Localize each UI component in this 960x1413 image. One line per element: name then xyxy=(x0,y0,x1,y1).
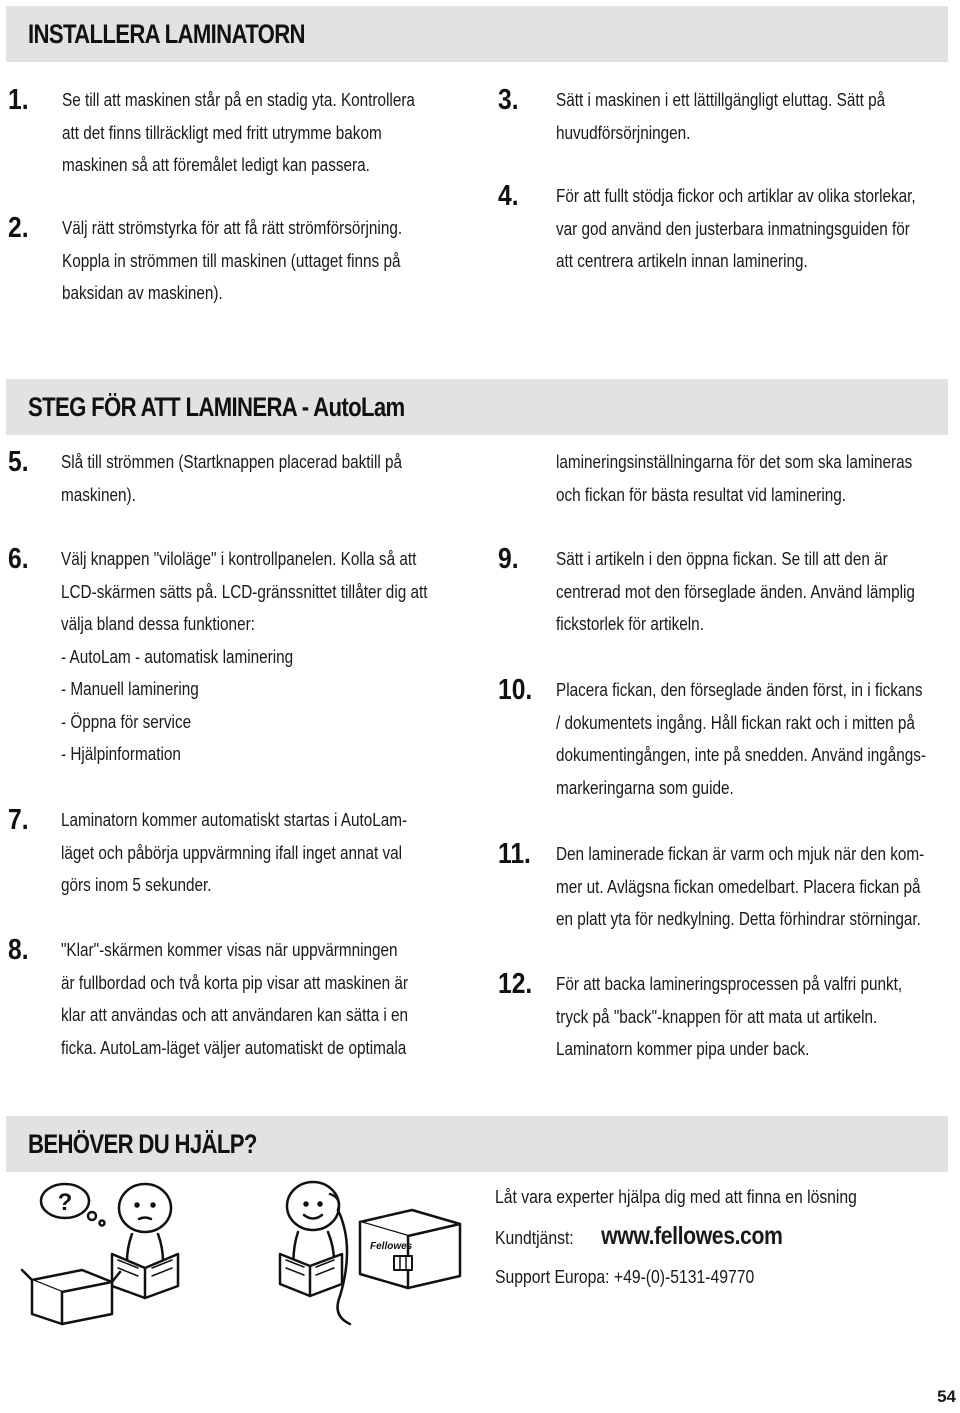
section-title-install: INSTALLERA LAMINATORN xyxy=(28,19,305,49)
step-number-7: 7. xyxy=(8,804,29,836)
help-line-1: Låt vara experter hjälpa dig med att finna en lösning xyxy=(495,1186,857,1207)
website-link[interactable]: www.fellowes.com xyxy=(601,1222,783,1250)
step-text-12: För att backa lamineringsprocessen på valfri punkt, tryck på "back"-knappen för att mata ut artikeln. Laminatorn kommer pipa under back. xyxy=(556,974,903,1059)
section-title-help: BEHÖVER DU HJÄLP? xyxy=(28,1129,257,1159)
step-number-8: 8. xyxy=(8,934,29,966)
fellowes-logo-text: Fellowes xyxy=(370,1241,413,1252)
step-number-12: 12. xyxy=(498,968,533,1000)
page-number: 54 xyxy=(937,1387,956,1406)
person-on-phone-figure xyxy=(280,1182,350,1324)
step-number-10: 10. xyxy=(498,674,533,706)
step-number-11: 11. xyxy=(498,838,531,870)
support-phone: Support Europa: +49-(0)-5131-49770 xyxy=(495,1266,755,1287)
section-header-steps xyxy=(6,379,948,435)
step-text-8-continued: lamineringsinställningarna för det som ska lamineras och fickan för bästa resultat vid laminering. xyxy=(556,452,913,505)
step-text-8: "Klar"-skärmen kommer visas när uppvärmningen är fullbordad och två korta pip visar att maskinen är klar att användas och att användaren kan sätta i en ficka. AutoLam-läget väljer automatiskt de optimala xyxy=(61,940,409,1058)
section-header-install xyxy=(6,6,948,62)
step-text-11: Den laminerade fickan är varm och mjuk när den kom- mer ut. Avlägsna fickan omedelbart. Placera fickan på en platt yta för nedkylning. Detta förhindrar störningar. xyxy=(556,844,925,929)
step-text-3: Sätt i maskinen i ett lättillgängligt eluttag. Sätt på huvudförsörjningen. xyxy=(556,90,886,143)
step-number-6: 6. xyxy=(8,543,29,575)
section-header-help xyxy=(6,1116,948,1172)
step-number-4: 4. xyxy=(498,180,519,212)
step-text-7: Laminatorn kommer automatiskt startas i AutoLam- läget och påbörja uppvärmning ifall inget annat val görs inom 5 sekunder. xyxy=(61,810,408,895)
section-title-steps: STEG FÖR ATT LAMINERA - AutoLam xyxy=(28,392,405,422)
step-text-1: Se till att maskinen står på en stadig yta. Kontrollera att det finns tillräckligt med fritt utrymme bakom maskinen så att föremålet ledigt kan passera. xyxy=(62,90,415,175)
thought-bubble xyxy=(41,1184,105,1226)
step-number-9: 9. xyxy=(498,543,519,575)
step-text-4: För att fullt stödja fickor och artiklar av olika storlekar, var god använd den justerbara inmatningsguiden för att centrera artikeln innan laminering. xyxy=(556,186,916,271)
customer-service-row xyxy=(495,1222,782,1251)
confused-person-figure xyxy=(112,1184,178,1298)
step-text-2: Välj rätt strömstyrka för att få rätt strömförsörjning. Koppla in strömmen till maskinen (uttaget finns på baksidan av maskinen). xyxy=(62,218,403,303)
fellowes-box-illustration xyxy=(360,1210,460,1288)
question-mark: ? xyxy=(57,1189,73,1216)
customer-service-label: Kundtjänst: xyxy=(495,1227,574,1248)
step-number-2: 2. xyxy=(8,212,29,244)
step-text-5: Slå till strömmen (Startknappen placerad baktill på maskinen). xyxy=(61,452,403,505)
step-number-1: 1. xyxy=(8,84,29,116)
box-illustration xyxy=(22,1270,120,1324)
step-text-9: Sätt i artikeln i den öppna fickan. Se till att den är centrerad mot den förseglade änden. Använd lämplig fickstorlek för artikeln. xyxy=(556,549,915,634)
step-number-5: 5. xyxy=(8,446,29,478)
step-text-6: Välj knappen "viloläge" i kontrollpanelen. Kolla så att LCD-skärmen sätts på. LCD-gränssnittet tillåter dig att välja bland dessa funktioner: - AutoLam - automatisk laminering - Manuell laminering - Öppna för service - Hjälpinformation xyxy=(61,549,428,764)
step-number-3: 3. xyxy=(498,84,519,116)
help-illustration xyxy=(20,1176,480,1326)
step-text-10: Placera fickan, den förseglade änden först, in i fickans / dokumentets ingång. Håll fickan rakt och i mitten på dokumentingången, inte på snedden. Använd ingångs- markeringarna som guide. xyxy=(556,680,927,798)
